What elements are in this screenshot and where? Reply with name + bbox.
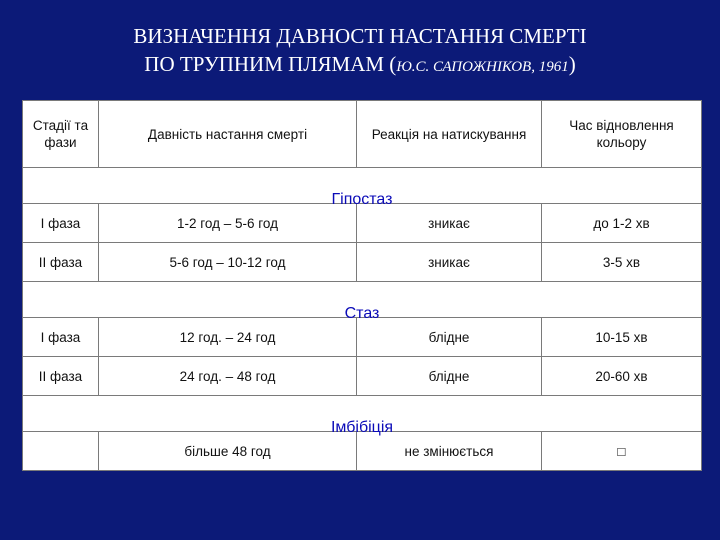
header-duration: Давність настання смерті	[99, 101, 357, 168]
row-phase: ІІ фаза	[23, 243, 99, 282]
title-author: Ю.С. САПОЖНІКОВ, 1961	[396, 59, 569, 75]
row-duration: 24 год. – 48 год	[99, 357, 357, 396]
section-stasis-label: Стаз	[344, 305, 380, 322]
header-reaction: Реакція на натискування	[357, 101, 542, 168]
postmortem-lividity-table	[22, 100, 702, 471]
row-duration: 1-2 год – 5-6 год	[99, 204, 357, 243]
title-line-1: ВИЗНАЧЕННЯ ДАВНОСТІ НАСТАННЯ СМЕРТІ	[133, 24, 587, 48]
table-row	[23, 243, 702, 282]
header-recovery: Час відновлення кольору	[542, 101, 702, 168]
row-duration: більше 48 год	[99, 432, 357, 471]
row-duration: 5-6 год – 10-12 год	[99, 243, 357, 282]
row-reaction: не змінюється	[357, 432, 542, 471]
section-hypostasis-label: Гіпостаз	[331, 191, 393, 208]
row-recovery: □	[542, 432, 702, 471]
section-row-hypostasis	[23, 168, 702, 204]
table-row	[23, 204, 702, 243]
row-phase: ІІ фаза	[23, 357, 99, 396]
row-duration: 12 год. – 24 год	[99, 318, 357, 357]
row-recovery: до 1-2 хв	[542, 204, 702, 243]
section-row-imbibition	[23, 396, 702, 432]
section-stasis	[23, 282, 702, 322]
row-recovery: 10-15 хв	[542, 318, 702, 357]
row-reaction: зникає	[357, 243, 542, 282]
row-recovery: 3-5 хв	[542, 243, 702, 282]
title-line-2	[0, 50, 720, 81]
row-reaction: блідне	[357, 357, 542, 396]
row-phase: І фаза	[23, 318, 99, 357]
table-row	[23, 357, 702, 396]
row-recovery: 20-60 хв	[542, 357, 702, 396]
header-stage: Стадії та фази	[23, 101, 99, 168]
row-phase: І фаза	[23, 204, 99, 243]
title-line-2-close: )	[568, 52, 576, 76]
section-imbibition-label: Імбібіція	[330, 419, 394, 436]
table-row	[23, 318, 702, 357]
row-phase	[23, 432, 99, 471]
section-hypostasis	[23, 168, 702, 208]
section-row-stasis	[23, 282, 702, 318]
table-row	[23, 432, 702, 471]
title-line-2-main: ПО ТРУПНИМ ПЛЯМАМ (	[144, 52, 397, 76]
header-row	[23, 101, 702, 168]
row-reaction: зникає	[357, 204, 542, 243]
row-reaction: блідне	[357, 318, 542, 357]
slide-title	[0, 22, 720, 81]
section-imbibition	[23, 396, 702, 436]
